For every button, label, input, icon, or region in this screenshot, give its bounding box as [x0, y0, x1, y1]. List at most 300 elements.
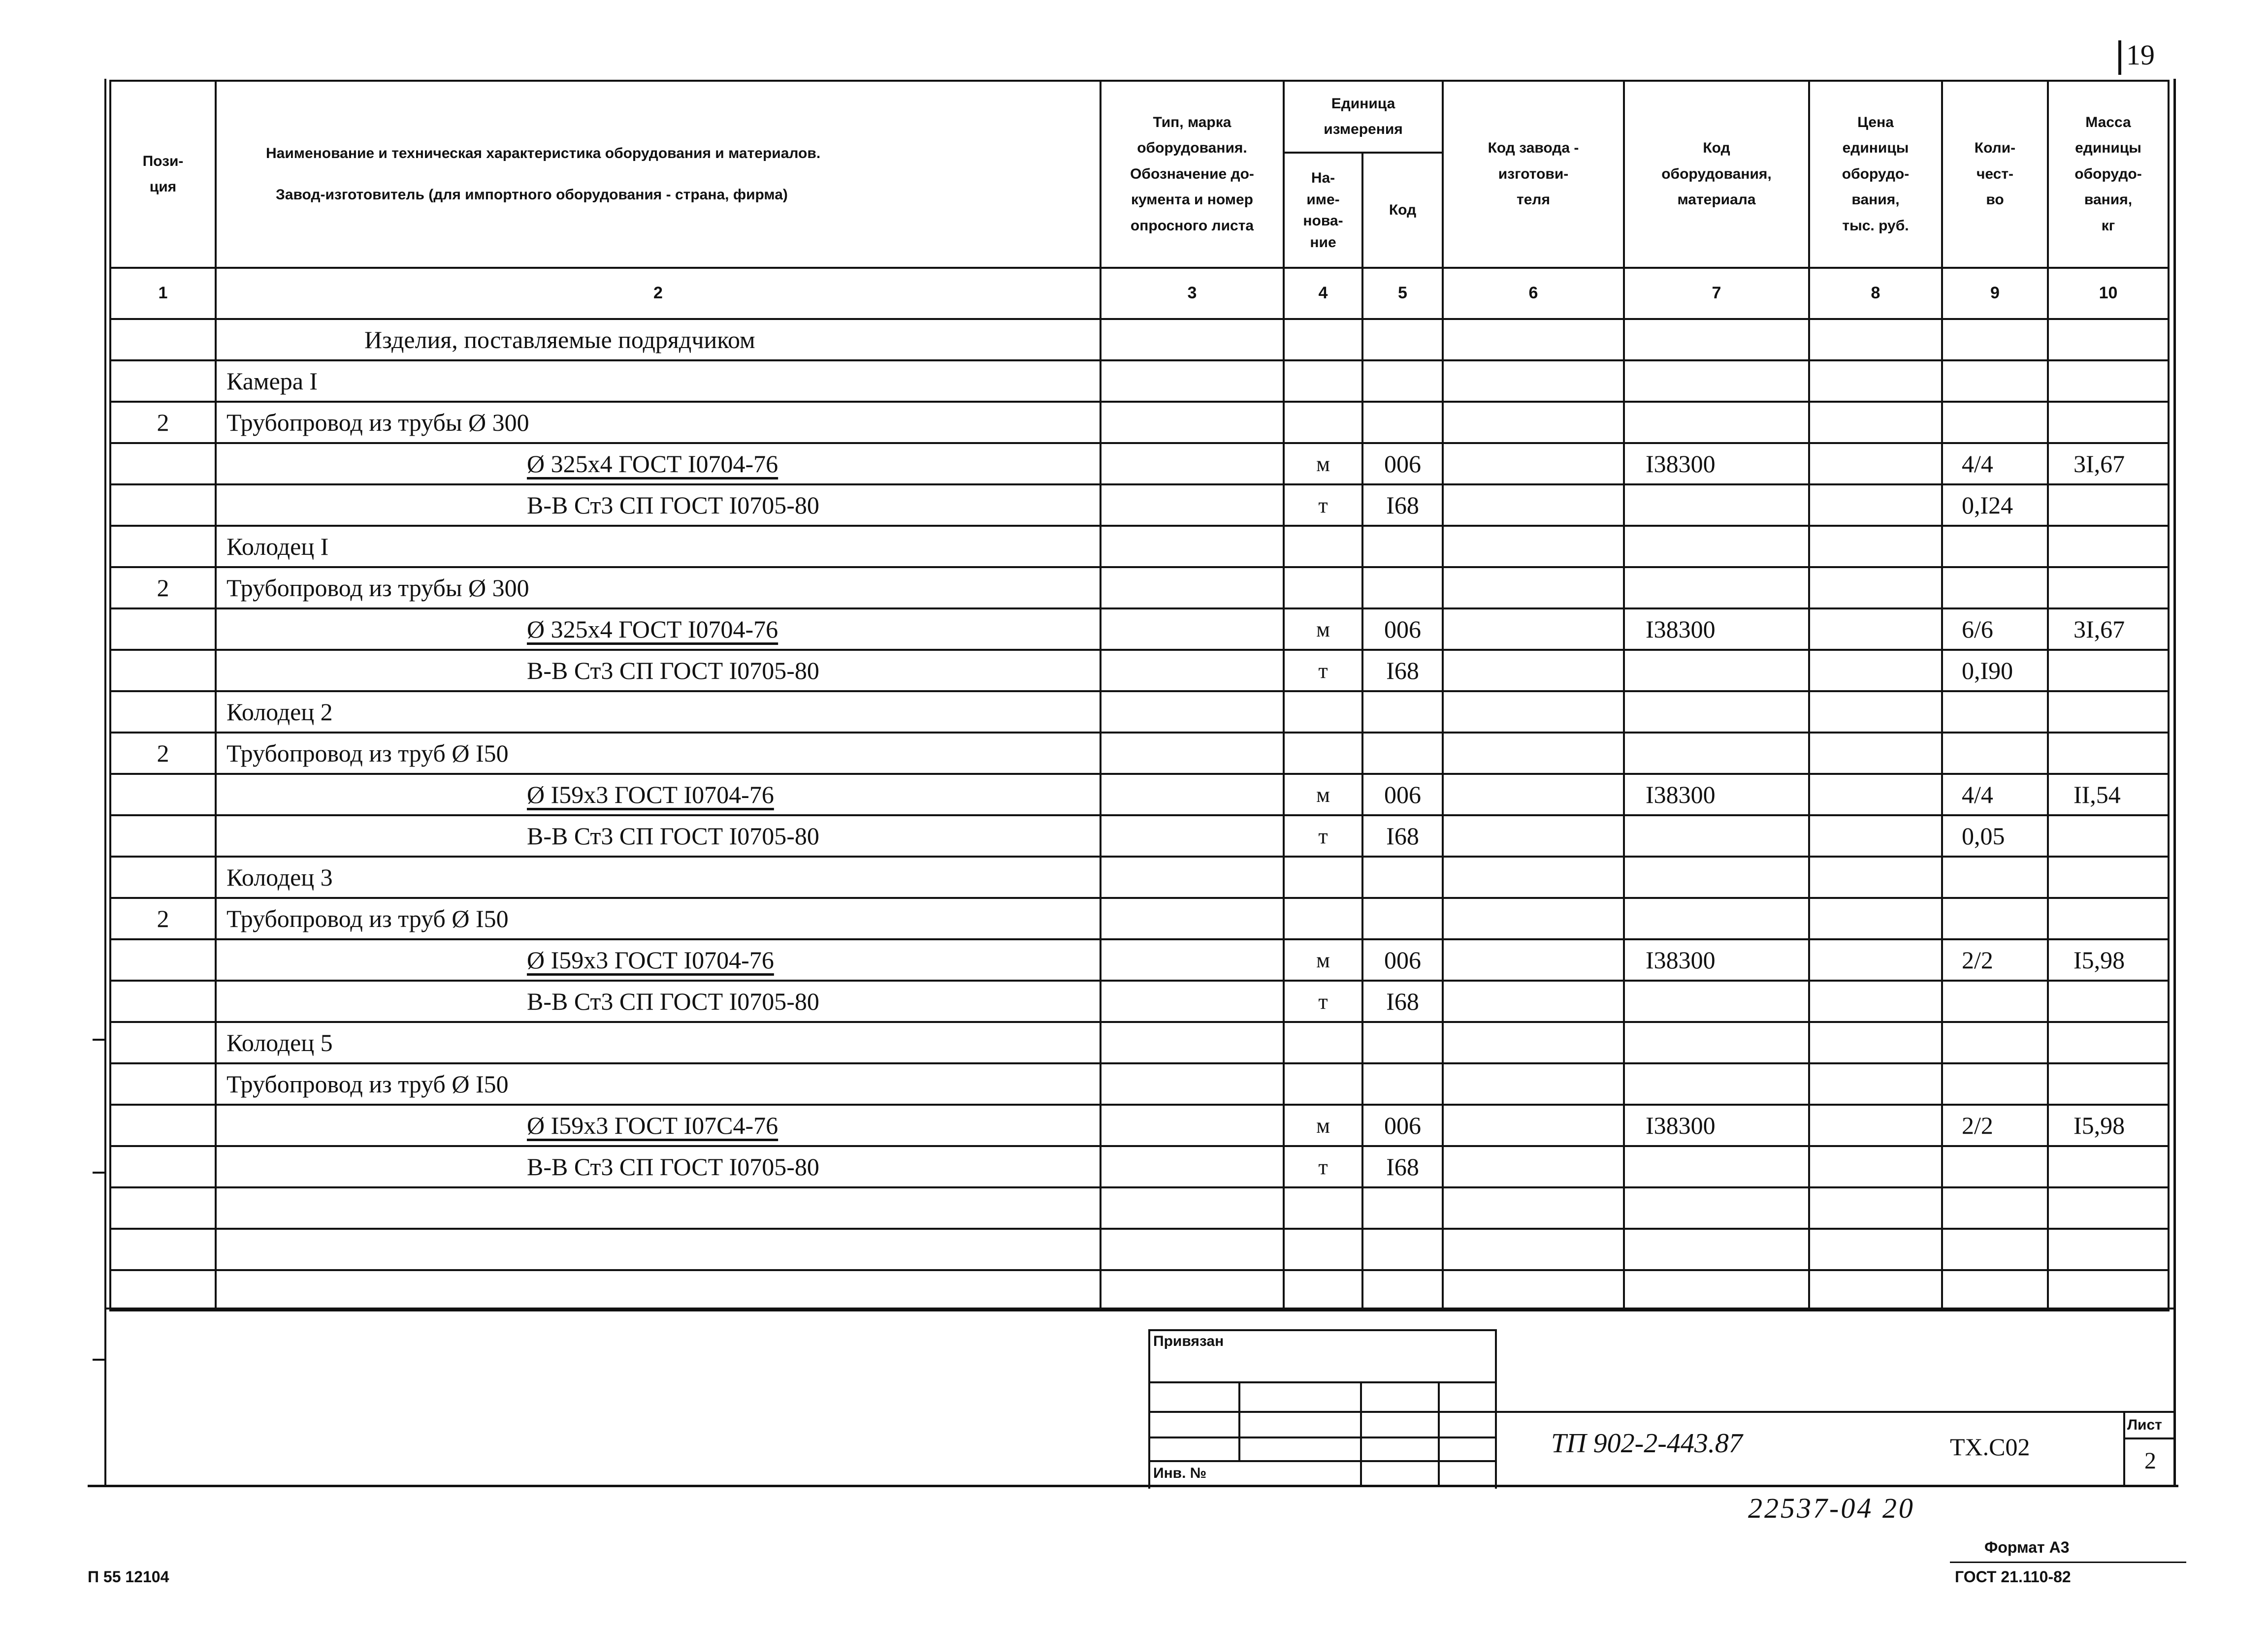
mass-cell — [2048, 733, 2169, 774]
table-row — [110, 567, 2169, 608]
table-row — [110, 1146, 2169, 1187]
position-cell — [110, 1146, 216, 1187]
unit-name-cell — [1284, 1187, 1362, 1229]
unit-code-cell — [1362, 733, 1443, 774]
material-code-cell — [1624, 1270, 1809, 1310]
quantity-cell: 0,I90 — [1942, 650, 2048, 691]
name-cell: В-В Ст3 СП ГОСТ I0705-80 — [216, 1146, 1101, 1187]
type-cell — [1101, 443, 1284, 484]
factory-code-cell — [1443, 443, 1624, 484]
position-cell: 2 — [110, 733, 216, 774]
position-cell: 2 — [110, 402, 216, 443]
price-cell — [1809, 1146, 1942, 1187]
name-cell: В-В Ст3 СП ГОСТ I0705-80 — [216, 650, 1101, 691]
factory-code-cell — [1443, 608, 1624, 650]
name-cell: Колодец 2 — [216, 691, 1101, 733]
type-cell — [1101, 567, 1284, 608]
price-cell — [1809, 815, 1942, 857]
quantity-cell — [1942, 1270, 2048, 1310]
price-cell — [1809, 733, 1942, 774]
unit-name-cell — [1284, 1022, 1362, 1063]
unit-name-cell: т — [1284, 484, 1362, 526]
type-cell — [1101, 360, 1284, 402]
mass-cell: I5,98 — [2048, 1105, 2169, 1146]
material-code-cell — [1624, 526, 1809, 567]
header-unit-code: Код — [1362, 153, 1443, 268]
sheet-label: Лист — [2127, 1417, 2162, 1433]
header-price: Цена единицы оборудо- вания, тыс. руб. — [1809, 81, 1942, 268]
price-cell — [1809, 484, 1942, 526]
position-cell — [110, 939, 216, 981]
stamp-line — [1148, 1460, 1495, 1462]
unit-name-cell: м — [1284, 608, 1362, 650]
material-code-cell — [1624, 857, 1809, 898]
position-cell — [110, 1022, 216, 1063]
type-cell — [1101, 608, 1284, 650]
mass-cell — [2048, 1229, 2169, 1270]
mass-cell — [2048, 319, 2169, 360]
unit-name-cell — [1284, 857, 1362, 898]
unit-name-cell — [1284, 1063, 1362, 1105]
type-cell — [1101, 774, 1284, 815]
price-cell — [1809, 1063, 1942, 1105]
price-cell — [1809, 319, 1942, 360]
quantity-cell — [1942, 1187, 2048, 1229]
type-cell — [1101, 857, 1284, 898]
price-cell — [1809, 898, 1942, 939]
format-line — [1950, 1562, 2186, 1563]
mass-cell — [2048, 857, 2169, 898]
quantity-cell: 4/4 — [1942, 774, 2048, 815]
position-cell — [110, 319, 216, 360]
type-cell — [1101, 484, 1284, 526]
unit-name-cell: м — [1284, 443, 1362, 484]
material-code-cell — [1624, 1229, 1809, 1270]
type-cell — [1101, 815, 1284, 857]
name-cell — [216, 1187, 1101, 1229]
quantity-cell — [1942, 526, 2048, 567]
binding-tick — [93, 1039, 105, 1041]
mass-cell: II,54 — [2048, 774, 2169, 815]
name-cell: В-В Ст3 СП ГОСТ I0705-80 — [216, 981, 1101, 1022]
table-row — [110, 1105, 2169, 1146]
unit-code-cell: 006 — [1362, 608, 1443, 650]
name-cell: Ø I59х3 ГОСТ I07С4-76 — [216, 1105, 1101, 1146]
mass-cell — [2048, 815, 2169, 857]
mass-cell — [2048, 650, 2169, 691]
position-cell: 2 — [110, 567, 216, 608]
document-section: ТХ.С02 — [1950, 1433, 2030, 1461]
header-material-code: Код оборудования, материала — [1624, 81, 1809, 268]
price-cell — [1809, 1022, 1942, 1063]
table-row — [110, 857, 2169, 898]
factory-code-cell — [1443, 1270, 1624, 1310]
mass-cell — [2048, 402, 2169, 443]
column-number: 8 — [1809, 268, 1942, 319]
frame-left-border — [104, 79, 106, 1487]
unit-code-cell — [1362, 898, 1443, 939]
position-cell — [110, 443, 216, 484]
mass-cell — [2048, 981, 2169, 1022]
factory-code-cell — [1443, 981, 1624, 1022]
quantity-cell: 4/4 — [1942, 443, 2048, 484]
unit-name-cell — [1284, 898, 1362, 939]
factory-code-cell — [1443, 1063, 1624, 1105]
unit-name-cell: т — [1284, 650, 1362, 691]
table-row — [110, 319, 2169, 360]
title-block-line — [1493, 1411, 2175, 1413]
stamp-line — [1148, 1436, 1495, 1438]
unit-name-cell: м — [1284, 774, 1362, 815]
material-code-cell — [1624, 567, 1809, 608]
table-row — [110, 608, 2169, 650]
mass-cell — [2048, 484, 2169, 526]
table-row — [110, 650, 2169, 691]
factory-code-cell — [1443, 774, 1624, 815]
price-cell — [1809, 857, 1942, 898]
mass-cell — [2048, 1063, 2169, 1105]
position-cell — [110, 1229, 216, 1270]
type-cell — [1101, 939, 1284, 981]
column-numbers-row — [110, 268, 2169, 319]
column-number: 10 — [2048, 268, 2169, 319]
quantity-cell: 0,I24 — [1942, 484, 2048, 526]
position-cell — [110, 774, 216, 815]
column-number: 9 — [1942, 268, 2048, 319]
type-cell — [1101, 1063, 1284, 1105]
stamp-divider — [1360, 1381, 1362, 1487]
unit-code-cell: I68 — [1362, 1146, 1443, 1187]
format-label: Формат А3 — [1984, 1538, 2070, 1556]
type-cell — [1101, 650, 1284, 691]
name-cell: Колодец I — [216, 526, 1101, 567]
position-cell — [110, 1270, 216, 1310]
material-code-cell: I38300 — [1624, 774, 1809, 815]
price-cell — [1809, 981, 1942, 1022]
unit-code-cell — [1362, 691, 1443, 733]
material-code-cell — [1624, 815, 1809, 857]
sheet-divider — [2123, 1411, 2125, 1486]
name-cell: Трубопровод из трубы Ø 300 — [216, 402, 1101, 443]
mass-cell — [2048, 898, 2169, 939]
table-row — [110, 360, 2169, 402]
header-mass: Масса единицы оборудо- вания, кг — [2048, 81, 2169, 268]
frame-bottom-border — [88, 1485, 2178, 1487]
position-cell — [110, 981, 216, 1022]
material-code-cell — [1624, 319, 1809, 360]
stamp-divider — [1438, 1381, 1440, 1487]
factory-code-cell — [1443, 857, 1624, 898]
name-cell: Ø I59х3 ГОСТ I0704-76 — [216, 774, 1101, 815]
quantity-cell — [1942, 1063, 2048, 1105]
header-type: Тип, марка оборудования. Обозначение до- кумента и номер опросного листа — [1101, 81, 1284, 268]
unit-code-cell: 006 — [1362, 774, 1443, 815]
position-cell — [110, 484, 216, 526]
unit-name-cell — [1284, 360, 1362, 402]
name-cell: Ø 325х4 ГОСТ I0704-76 — [216, 443, 1101, 484]
quantity-cell: 2/2 — [1942, 939, 2048, 981]
factory-code-cell — [1443, 319, 1624, 360]
unit-name-cell: т — [1284, 981, 1362, 1022]
table-row — [110, 402, 2169, 443]
type-cell — [1101, 691, 1284, 733]
price-cell — [1809, 1229, 1942, 1270]
unit-code-cell — [1362, 1187, 1443, 1229]
position-cell — [110, 1063, 216, 1105]
material-code-cell — [1624, 691, 1809, 733]
name-cell: Ø I59х3 ГОСТ I0704-76 — [216, 939, 1101, 981]
unit-code-cell — [1362, 319, 1443, 360]
quantity-cell — [1942, 857, 2048, 898]
unit-code-cell: 006 — [1362, 939, 1443, 981]
specification-rows — [110, 319, 2169, 1310]
unit-code-cell — [1362, 567, 1443, 608]
name-cell — [216, 1229, 1101, 1270]
binding-tick — [93, 1359, 105, 1361]
table-row — [110, 939, 2169, 981]
material-code-cell — [1624, 1146, 1809, 1187]
binding-tick — [93, 1172, 105, 1174]
type-cell — [1101, 981, 1284, 1022]
name-cell: Колодец 5 — [216, 1022, 1101, 1063]
column-number: 4 — [1284, 268, 1362, 319]
quantity-cell — [1942, 1022, 2048, 1063]
header-quantity: Коли- чест- во — [1942, 81, 2048, 268]
position-cell — [110, 1187, 216, 1229]
unit-code-cell — [1362, 1270, 1443, 1310]
price-cell — [1809, 774, 1942, 815]
quantity-cell — [1942, 733, 2048, 774]
table-row — [110, 733, 2169, 774]
factory-code-cell — [1443, 526, 1624, 567]
table-row — [110, 1063, 2169, 1105]
column-number: 3 — [1101, 268, 1284, 319]
price-cell — [1809, 1270, 1942, 1310]
frame-right-border — [2173, 79, 2176, 1487]
column-number: 1 — [110, 268, 216, 319]
factory-code-cell — [1443, 691, 1624, 733]
mass-cell: 3I,67 — [2048, 608, 2169, 650]
gost-label: ГОСТ 21.110-82 — [1955, 1568, 2071, 1586]
name-cell: Ø 325х4 ГОСТ I0704-76 — [216, 608, 1101, 650]
unit-code-cell — [1362, 526, 1443, 567]
unit-name-cell: м — [1284, 1105, 1362, 1146]
table-row — [110, 484, 2169, 526]
unit-code-cell: I68 — [1362, 981, 1443, 1022]
mass-cell: I5,98 — [2048, 939, 2169, 981]
mass-cell — [2048, 691, 2169, 733]
factory-code-cell — [1443, 402, 1624, 443]
factory-code-cell — [1443, 939, 1624, 981]
position-cell: 2 — [110, 898, 216, 939]
material-code-cell: I38300 — [1624, 1105, 1809, 1146]
material-code-cell — [1624, 1187, 1809, 1229]
position-cell — [110, 857, 216, 898]
table-row — [110, 443, 2169, 484]
price-cell — [1809, 360, 1942, 402]
position-cell — [110, 650, 216, 691]
table-row — [110, 1187, 2169, 1229]
page-number: 19 — [2126, 39, 2155, 71]
header-name: Наименование и техническая характеристика оборудования и материалов. Завод-изготовитель (для импортного оборудования - страна, фирма) — [216, 81, 1101, 268]
unit-code-cell: I68 — [1362, 484, 1443, 526]
unit-code-cell — [1362, 360, 1443, 402]
quantity-cell — [1942, 898, 2048, 939]
factory-code-cell — [1443, 1146, 1624, 1187]
quantity-cell — [1942, 402, 2048, 443]
column-number: 7 — [1624, 268, 1809, 319]
price-cell — [1809, 402, 1942, 443]
stamp-line — [1148, 1381, 1495, 1383]
price-cell — [1809, 443, 1942, 484]
header-unit-name: На- име- нова- ние — [1284, 153, 1362, 268]
quantity-cell — [1942, 567, 2048, 608]
material-code-cell — [1624, 898, 1809, 939]
inventory-label: Инв. № — [1153, 1465, 1207, 1481]
unit-name-cell — [1284, 402, 1362, 443]
header-position: Пози- ция — [110, 81, 216, 268]
price-cell — [1809, 608, 1942, 650]
factory-code-cell — [1443, 733, 1624, 774]
quantity-cell — [1942, 691, 2048, 733]
column-number: 2 — [216, 268, 1101, 319]
quantity-cell — [1942, 319, 2048, 360]
table-row — [110, 691, 2169, 733]
inventory-number: 22537-04 20 — [1748, 1492, 1915, 1524]
type-cell — [1101, 1270, 1284, 1310]
position-cell — [110, 691, 216, 733]
table-bottom-line — [106, 1308, 2174, 1309]
column-number: 5 — [1362, 268, 1443, 319]
header-factory-code: Код завода - изготови- теля — [1443, 81, 1624, 268]
quantity-cell: 2/2 — [1942, 1105, 2048, 1146]
unit-code-cell: 006 — [1362, 443, 1443, 484]
quantity-cell — [1942, 360, 2048, 402]
name-cell: В-В Ст3 СП ГОСТ I0705-80 — [216, 484, 1101, 526]
unit-name-cell — [1284, 1229, 1362, 1270]
material-code-cell — [1624, 981, 1809, 1022]
material-code-cell: I38300 — [1624, 443, 1809, 484]
unit-name-cell — [1284, 1270, 1362, 1310]
name-cell: Трубопровод из труб Ø I50 — [216, 898, 1101, 939]
price-cell — [1809, 526, 1942, 567]
print-code: П 55 12104 — [88, 1568, 169, 1586]
column-number: 6 — [1443, 268, 1624, 319]
stamp-line — [1148, 1411, 1495, 1413]
unit-code-cell: I68 — [1362, 650, 1443, 691]
unit-name-cell — [1284, 691, 1362, 733]
factory-code-cell — [1443, 815, 1624, 857]
name-cell: Изделия, поставляемые подрядчиком — [216, 319, 1101, 360]
table-row — [110, 1022, 2169, 1063]
quantity-cell — [1942, 1229, 2048, 1270]
table-row — [110, 1270, 2169, 1310]
name-cell: Трубопровод из трубы Ø 300 — [216, 567, 1101, 608]
name-cell: Колодец 3 — [216, 857, 1101, 898]
type-cell — [1101, 898, 1284, 939]
name-cell: Трубопровод из труб Ø I50 — [216, 1063, 1101, 1105]
name-cell — [216, 1270, 1101, 1310]
material-code-cell — [1624, 484, 1809, 526]
unit-code-cell — [1362, 1022, 1443, 1063]
material-code-cell — [1624, 402, 1809, 443]
material-code-cell: I38300 — [1624, 608, 1809, 650]
position-cell — [110, 1105, 216, 1146]
table-row — [110, 898, 2169, 939]
specification-table — [109, 80, 2170, 1311]
table-row — [110, 1229, 2169, 1270]
mass-cell — [2048, 567, 2169, 608]
unit-name-cell: т — [1284, 815, 1362, 857]
unit-code-cell — [1362, 1063, 1443, 1105]
material-code-cell — [1624, 360, 1809, 402]
quantity-cell: 0,05 — [1942, 815, 2048, 857]
factory-code-cell — [1443, 484, 1624, 526]
position-cell — [110, 608, 216, 650]
name-cell: В-В Ст3 СП ГОСТ I0705-80 — [216, 815, 1101, 857]
name-cell: Камера I — [216, 360, 1101, 402]
sheet-line — [2123, 1437, 2175, 1439]
mass-cell — [2048, 526, 2169, 567]
mass-cell — [2048, 1187, 2169, 1229]
quantity-cell: 6/6 — [1942, 608, 2048, 650]
type-cell — [1101, 1146, 1284, 1187]
header-unit-group: Единица измерения — [1284, 81, 1443, 153]
unit-name-cell — [1284, 733, 1362, 774]
factory-code-cell — [1443, 1022, 1624, 1063]
position-cell — [110, 360, 216, 402]
unit-code-cell: 006 — [1362, 1105, 1443, 1146]
factory-code-cell — [1443, 1187, 1624, 1229]
type-cell — [1101, 402, 1284, 443]
document-code: ТП 902-2-443.87 — [1551, 1428, 1743, 1459]
factory-code-cell — [1443, 898, 1624, 939]
tied-label: Привязан — [1153, 1333, 1224, 1349]
unit-name-cell — [1284, 319, 1362, 360]
table-row — [110, 981, 2169, 1022]
price-cell — [1809, 939, 1942, 981]
material-code-cell — [1624, 650, 1809, 691]
table-row — [110, 774, 2169, 815]
price-cell — [1809, 1105, 1942, 1146]
material-code-cell: I38300 — [1624, 939, 1809, 981]
type-cell — [1101, 1105, 1284, 1146]
mass-cell — [2048, 1022, 2169, 1063]
quantity-cell — [1942, 1146, 2048, 1187]
type-cell — [1101, 1022, 1284, 1063]
price-cell — [1809, 691, 1942, 733]
table-row — [110, 526, 2169, 567]
factory-code-cell — [1443, 650, 1624, 691]
unit-name-cell: м — [1284, 939, 1362, 981]
factory-code-cell — [1443, 360, 1624, 402]
material-code-cell — [1624, 1022, 1809, 1063]
price-cell — [1809, 650, 1942, 691]
factory-code-cell — [1443, 1229, 1624, 1270]
factory-code-cell — [1443, 567, 1624, 608]
type-cell — [1101, 1187, 1284, 1229]
type-cell — [1101, 526, 1284, 567]
unit-code-cell — [1362, 402, 1443, 443]
name-cell: Трубопровод из труб Ø I50 — [216, 733, 1101, 774]
price-cell — [1809, 567, 1942, 608]
factory-code-cell — [1443, 1105, 1624, 1146]
unit-name-cell — [1284, 526, 1362, 567]
stamp-divider — [1238, 1381, 1240, 1461]
mass-cell: 3I,67 — [2048, 443, 2169, 484]
table-row — [110, 815, 2169, 857]
unit-code-cell: I68 — [1362, 815, 1443, 857]
